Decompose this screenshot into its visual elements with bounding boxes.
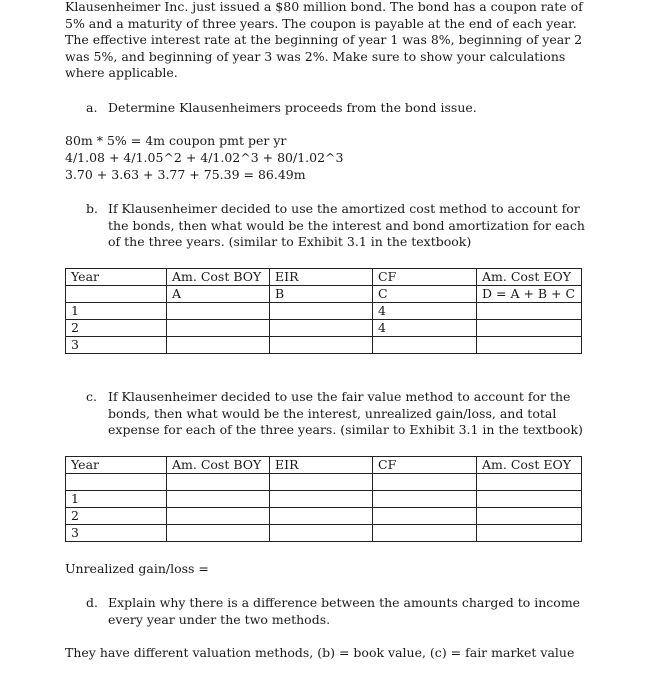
- question-b-label: b.: [86, 201, 98, 216]
- question-a-label: a.: [86, 100, 98, 115]
- table-cell: [270, 337, 373, 354]
- question-d: [86, 595, 591, 628]
- table-cell: [373, 525, 477, 542]
- table-header-row: [66, 269, 582, 286]
- question-b-text: If Klausenheimer decided to use the amortized cost method to account for the bonds, then what would be the interest and bond amortization for each of the three years. (similar to Exhibit 3.1 in the textbook): [108, 201, 585, 250]
- question-a-text: Determine Klausenheimers proceeds from the bond issue.: [108, 100, 477, 115]
- table-cell: [373, 491, 477, 508]
- question-c-label: c.: [86, 389, 97, 404]
- table-cell: [373, 508, 477, 525]
- table-cell: [477, 474, 582, 491]
- table-cell: [167, 525, 270, 542]
- table-cell: B: [270, 286, 373, 303]
- table-cell: [66, 474, 167, 491]
- table-cell: [477, 303, 582, 320]
- table-cell: [167, 491, 270, 508]
- table-cell: [167, 320, 270, 337]
- table-cell: [270, 303, 373, 320]
- table-cell: [477, 491, 582, 508]
- question-a: [86, 100, 591, 117]
- table-cell: C: [373, 286, 477, 303]
- fair-value-table: [65, 456, 582, 542]
- header-cell: Am. Cost EOY: [477, 269, 582, 286]
- table-row: [66, 508, 582, 525]
- table-cell: [270, 320, 373, 337]
- table-cell: 3: [66, 525, 167, 542]
- header-cell: Year: [66, 457, 167, 474]
- table-cell: [270, 474, 373, 491]
- answer-a-line-1: 80m * 5% = 4m coupon pmt per yr: [65, 133, 287, 148]
- header-cell: Am. Cost EOY: [477, 457, 582, 474]
- table-cell: [270, 525, 373, 542]
- question-d-label: d.: [86, 595, 98, 610]
- table-cell: D = A + B + C: [477, 286, 582, 303]
- table-cell: [477, 337, 582, 354]
- header-cell: Am. Cost BOY: [167, 457, 270, 474]
- header-cell: EIR: [270, 269, 373, 286]
- table-cell: [167, 337, 270, 354]
- table-formula-row: [66, 286, 582, 303]
- answer-a-line-2: 4/1.08 + 4/1.05^2 + 4/1.02^3 + 80/1.02^3: [65, 150, 344, 165]
- table-cell: A: [167, 286, 270, 303]
- table-cell: 2: [66, 320, 167, 337]
- table-cell: [373, 337, 477, 354]
- header-cell: CF: [373, 457, 477, 474]
- header-cell: CF: [373, 269, 477, 286]
- table-cell: [167, 303, 270, 320]
- table-cell: [66, 286, 167, 303]
- table-row: [66, 491, 582, 508]
- amortized-cost-table: [65, 268, 582, 354]
- table-cell: [167, 474, 270, 491]
- table-cell: [477, 508, 582, 525]
- unrealized-gain-loss-label: Unrealized gain/loss =: [65, 561, 209, 576]
- table-cell: [167, 508, 270, 525]
- table-cell: 2: [66, 508, 167, 525]
- table-header-row: [66, 457, 582, 474]
- table-cell: [270, 508, 373, 525]
- table-row: [66, 303, 582, 320]
- table-cell: [373, 474, 477, 491]
- table-cell: [477, 320, 582, 337]
- header-cell: Year: [66, 269, 167, 286]
- table-row: [66, 320, 582, 337]
- table-cell: [477, 525, 582, 542]
- answer-d-text: They have different valuation methods, (b) = book value, (c) = fair market value: [65, 645, 575, 660]
- table-row: [66, 337, 582, 354]
- question-c: [86, 389, 591, 439]
- table-cell: 1: [66, 491, 167, 508]
- table-cell: 3: [66, 337, 167, 354]
- intro-paragraph: Klausenheimer Inc. just issued a $80 million bond. The bond has a coupon rate of 5% and a maturity of three years. The coupon is payable at the end of each year. The effective interest rate at the beginning of year 1 was 8%, beginning of year 2 was 5%, and beginning of year 3 was 2%. Make sure to show your calculations where applicable.: [65, 0, 583, 81]
- table-cell: [270, 491, 373, 508]
- answer-a-line-3: 3.70 + 3.63 + 3.77 + 75.39 = 86.49m: [65, 167, 306, 182]
- table-cell: 1: [66, 303, 167, 320]
- table-row: [66, 525, 582, 542]
- question-d-text: Explain why there is a difference between the amounts charged to income every year under the two methods.: [108, 595, 581, 627]
- table-cell: 4: [373, 303, 477, 320]
- question-c-text: If Klausenheimer decided to use the fair value method to account for the bonds, then what would be the interest, unrealized gain/loss, and total expense for each of the three years. (similar to Exhibit 3.1 in the textbook): [108, 389, 583, 438]
- question-b: [86, 201, 591, 251]
- table-row: [66, 474, 582, 491]
- header-cell: Am. Cost BOY: [167, 269, 270, 286]
- table-cell: 4: [373, 320, 477, 337]
- header-cell: EIR: [270, 457, 373, 474]
